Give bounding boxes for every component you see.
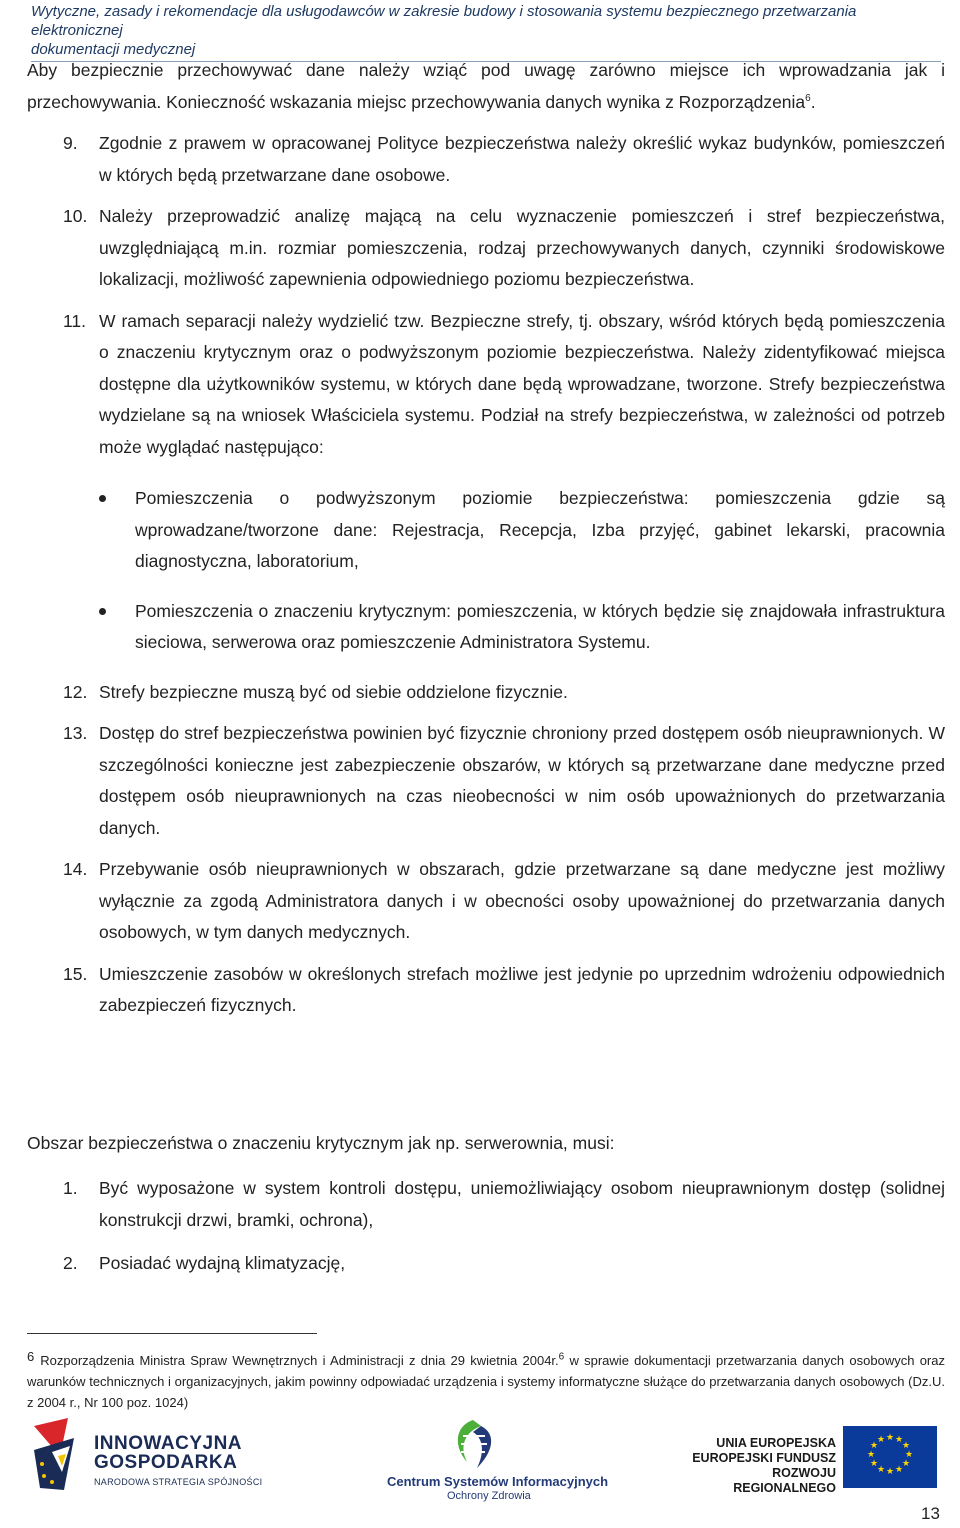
footnote-separator (27, 1333, 317, 1334)
intro-paragraph (27, 55, 945, 118)
list-item (27, 1173, 945, 1236)
csioz-subtitle: Ochrony Zdrowia (447, 1490, 531, 1502)
footnote-text-a: Rozporządzenia Ministra Spraw Wewnętrznych i Administracji z dnia 29 kwietnia 2004r. (40, 1353, 559, 1368)
header-line-1: Wytyczne, zasady i rekomendacje dla usługodawców w zakresie budowy i stosowania systemu bezpiecznego przetwarzania elektronicznej (31, 3, 857, 39)
svg-text:★: ★ (885, 1433, 895, 1443)
footnote-ref[interactable]: 6 (805, 92, 811, 104)
bullet-list (27, 483, 945, 659)
ig-emblem-icon (30, 1416, 92, 1496)
svg-text:★: ★ (901, 1441, 911, 1451)
ig-text (94, 1434, 262, 1487)
item-number: 2. (63, 1253, 78, 1273)
item-number: 1. (63, 1178, 78, 1198)
bullet-item (27, 596, 945, 659)
innowacyjna-gospodarka-logo (30, 1416, 280, 1496)
item-text: Zgodnie z prawem w opracowanej Polityce bezpieczeństwa należy określić wykaz budynków, pomieszczeń w których będą przetwarzane dane osobowe. (99, 133, 945, 185)
list-item (27, 718, 945, 844)
eu-flag-icon (843, 1426, 937, 1488)
list-item (27, 201, 945, 296)
eu-line-1: UNIA EUROPEJSKA (716, 1436, 836, 1450)
item-number: 11. (63, 310, 87, 331)
intro-text: Aby bezpiecznie przechowywać dane należy wziąć pod uwagę zarówno miejsce ich wprowadzania jak i przechowywania. Konieczność wskazania miejsc przechowywania danych wynika z Rozporządzenia (27, 60, 945, 112)
svg-text:★: ★ (876, 1465, 886, 1475)
section-heading: Obszar bezpieczeństwa o znaczeniu krytycznym jak np. serwerownia, musi: (27, 1133, 615, 1153)
intro-end: . (810, 91, 816, 112)
eu-stars-icon (843, 1426, 937, 1488)
csioz-emblem-icon (355, 1416, 595, 1474)
svg-text:★: ★ (869, 1441, 879, 1451)
footnote-text-b: w sprawie dokumentacji przetwarzania danych osobowych oraz warunków technicznych i organizacyjnych, jakim powinny odpowiadać urządzenia i systemy informatyczne służące do przetwarzania danych osobowych (Dz.U. z 2004 r., Nr 100 poz. 1024) (27, 1353, 945, 1410)
item-text: Posiadać wydajną klimatyzację, (99, 1253, 346, 1273)
eu-logo (680, 1426, 940, 1498)
bullet-dot (99, 495, 106, 502)
item-text: Strefy bezpieczne muszą być od siebie oddzielone fizycznie. (99, 681, 568, 702)
list-item (27, 677, 945, 709)
svg-text:★: ★ (866, 1450, 876, 1460)
footnote (27, 1350, 945, 1413)
item-number: 13. (63, 723, 88, 743)
item-number: 9. (63, 133, 78, 153)
numbered-list-obszar (27, 1173, 945, 1292)
svg-text:★: ★ (885, 1467, 895, 1477)
item-number: 14. (63, 859, 88, 879)
svg-text:★: ★ (901, 1459, 911, 1469)
list-item (27, 854, 945, 949)
header-line-2: dokumentacji medycznej (31, 41, 196, 58)
list-item (27, 1248, 945, 1280)
item-text: Należy przeprowadzić analizę mającą na celu wyznaczenie pomieszczeń i stref bezpieczeństwa, uwzględniającą m.in. rozmiar pomieszczenia, rodzaj przechowywanych danych, czynniki środowiskowe lokalizacji, możliwość zapewnienia odpowiedniego poziomu bezpieczeństwa. (99, 206, 945, 289)
eu-line-3: ROZWOJU REGIONALNEGO (733, 1466, 836, 1495)
svg-text:★: ★ (876, 1435, 886, 1445)
footnote-sup: 6 (558, 1351, 565, 1363)
bullet-text: Pomieszczenia o podwyższonym poziomie bezpieczeństwa: pomieszczenia gdzie są wprowadzane/tworzone dane: Rejestracja, Recepcja, Izba przyjęć, gabinet lekarski, pracownia diagnostyczna, laboratorium, (135, 488, 945, 571)
list-item (27, 959, 945, 1022)
svg-text:★: ★ (894, 1465, 904, 1475)
csioz-title: Centrum Systemów Informacyjnych (387, 1474, 609, 1489)
bullet-text: Pomieszczenia o znaczeniu krytycznym: pomieszczenia, w których będzie się znajdowała infrastruktura sieciowa, serwerowa oraz pomieszczenie Administratora Systemu. (135, 600, 945, 652)
item-text: Być wyposażone w system kontroli dostępu, uniemożliwiający osobom nieuprawnionym dostęp (solidnej konstrukcji drzwi, bramki, ochrona), (99, 1178, 945, 1230)
ig-title-2: GOSPODARKA (94, 1452, 238, 1473)
eu-line-2: EUROPEJSKI FUNDUSZ (692, 1451, 836, 1465)
footnote-number: 6 (27, 1349, 35, 1364)
item-text: W ramach separacji należy wydzielić tzw. Bezpieczne strefy, tj. obszary, wśród których będą pomieszczenia o znaczeniu krytycznym oraz o podwyższonym poziomie bezpieczeństwa. Należy zidentyfikować miejsca dostępne dla użytkowników systemu, w których dane będą wprowadzane, tworzone. Strefy bezpieczeństwa wydzielane są na wniosek Właściciela systemu. Podział na strefy bezpieczeństwa, w zależności od potrzeb może wyglądać następująco: (99, 310, 945, 457)
list-item (27, 306, 945, 464)
item-number: 15. (63, 963, 88, 984)
bullet-item (27, 483, 945, 578)
list-item (27, 128, 945, 191)
ig-subtitle: NARODOWA STRATEGIA SPÓJNOŚCI (94, 1477, 263, 1487)
page-header (31, 2, 941, 62)
svg-text:★: ★ (894, 1435, 904, 1445)
item-text: Przebywanie osób nieuprawnionych w obszarach, gdzie przetwarzane są dane medyczne jest możliwy wyłącznie za zgodą Administratora danych i w obecności osoby upoważnionej do przetwarzania danych osobowych, w tym danych medycznych. (99, 859, 945, 942)
item-number: 12. (63, 681, 88, 702)
page-number: 13 (921, 1504, 940, 1523)
item-number: 10. (63, 206, 88, 226)
csioz-logo (355, 1416, 609, 1502)
funding-logos (0, 1416, 960, 1500)
svg-text:★: ★ (904, 1450, 914, 1460)
ig-title-1: INNOWACYJNA (94, 1433, 243, 1454)
numbered-list-main (27, 128, 945, 1032)
bullet-dot (99, 608, 106, 615)
item-text: Umieszczenie zasobów w określonych strefach możliwe jest jedynie po uprzednim wdrożeniu odpowiednich zabezpieczeń fizycznych. (99, 963, 945, 1015)
eu-text (684, 1436, 836, 1496)
item-text: Dostęp do stref bezpieczeństwa powinien być fizycznie chroniony przed dostępem osób nieuprawnionych. W szczególności konieczne jest zabezpieczenie obszarów, w których są przetwarzane dane medyczne przed dostępem osób nieuprawnionych na czas nieobecności w nim osób upoważnionych do przetwarzania danych. (99, 723, 945, 838)
svg-text:★: ★ (869, 1459, 879, 1469)
